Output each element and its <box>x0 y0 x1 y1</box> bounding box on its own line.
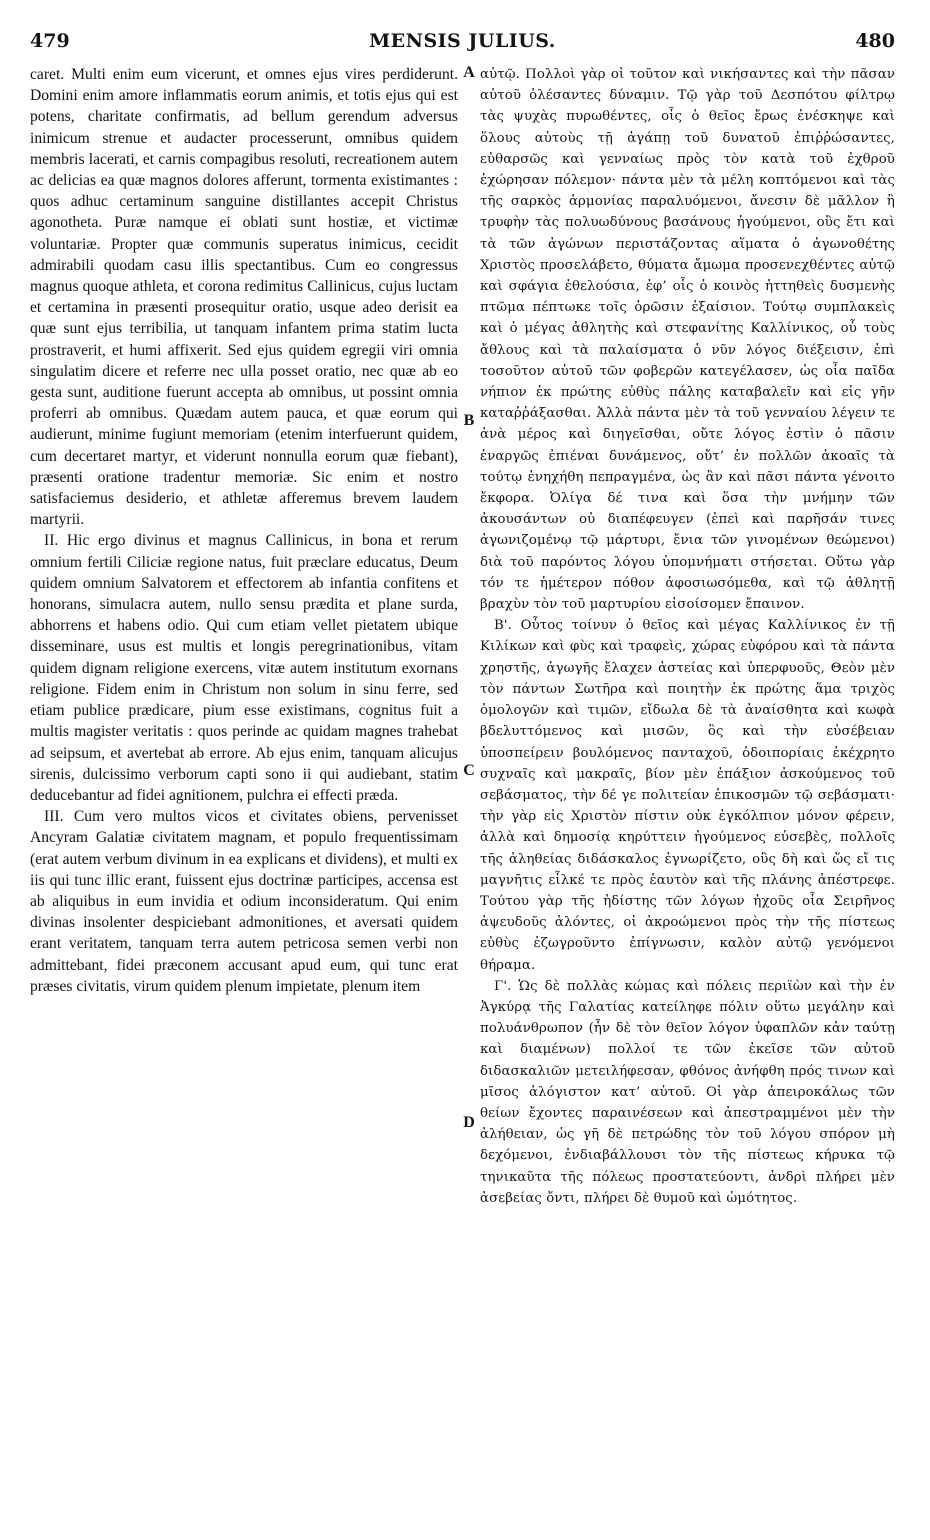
page-number-right: 480 <box>855 30 895 52</box>
page-number-left: 479 <box>30 30 70 52</box>
margin-letter-b: B <box>463 412 475 429</box>
page-title: MENSIS JULIUS. <box>369 30 556 52</box>
margin-letter-d: D <box>463 1114 475 1131</box>
margin-letter-c: C <box>463 762 475 779</box>
latin-column <box>30 64 458 997</box>
latin-paragraph-1: caret. Multi enim eum vicerunt, et omnes ejus vires perdiderunt. Domini enim amore inflammatis eorum animis, et totis ejus qui est potens, charitate confirmatis, ad bellum gerendum adversus inimicum strenue et audacter processerunt, omnibus quidem membris lacerati, et carnis compagibus resoluti, recreationem autem ac delicias ea quæ magnos dolores afferunt, tormenta existimantes : quos adhuc certaminum sanguine distillantes accepit Christus agonotheta. Puræ namque ei oblati sunt hostiæ, et victimæ voluntariæ. Propter quæ communis superatus inimicus, cecidit admirabili quodam casu illis spectantibus. Cum eo congressus magnus quoque athleta, et corona redimitus Callinicus, cujus luctam et certamina in præsenti prosequitur oratio, usque adeo derisit ea quæ sunt ejus terribilia, ut tanquam infantem prima statim lucta prostraverit, et humi affixerit. Sed ejus quidem egregii viri omnia singulatim dicere et referre nec ulla posset oratio, nec quæ ab eo gesta sunt, auditione fuerunt accepta ab omnibus, ut possint omnia proferri ab omnibus. Quædam autem pauca, et quæ eorum qui audierunt, minime fugiunt memoriam (etenim interfuerunt quidem, cum decertaret martyr, et viderunt nonnulla eorum quæ fiebant), præsenti oratione tradentur memoriæ. Sic enim et nostro satisfaciemus desiderio, et athletæ afferemus brevem laudem martyrii. <box>30 66 458 529</box>
greek-paragraph-2: Β'. Οὗτος τοίνυν ὁ θεῖος καὶ μέγας Καλλίνικος ἐν τῇ Κιλίκων καὶ φὺς καὶ τραφεὶς, χώρας εὐφόρου καὶ τὰ πάντα χρηστῆς, ἀγωγῆς ἔλαχεν ἀστείας καὶ ὑπερφυοῦς, Θεὸν μὲν τὸν πάντων Σωτῆρα καὶ ποιητὴν ἐκ πρώτης ἅμα τριχὸς ὁμολογῶν καὶ τιμῶν, εἴδωλα δὲ τὰ ἀναίσθητα καὶ κωφὰ βδελυττόμενος καὶ μισῶν, ὃς καὶ τὴν εὐσέβειαν ὑποσπείρειν βουλόμενος πανταχοῦ, ὁδοιπορίαις ἐκέχρητο συχναῖς καὶ μακραῖς, βίον μὲν ἐπάξιον ἀσκούμενος τοῦ σεβάσματος, τὴν δέ γε πολιτείαν ἐπικοσμῶν τῷ σεβάσματι· τὴν γὰρ εἰς Χριστὸν πίστιν οὐκ ἐγκόλπιον μόνον φέρειν, ἀλλὰ καὶ δημοσίᾳ κηρύττειν ἡγούμενος εὐσεβὲς, πολλοῖς τῆς ἀληθείας διδάσκαλος ἐγνωρίζετο, οὓς δὴ καὶ ὥς εἴ τις μαγνῆτις εἷλκέ τε πρὸς ἑαυτὸν καὶ τῆς πλάνης ἀπέστρεφε. Τούτου γὰρ τῆς ἡδίστης τῶν λόγων ἠχοῦς οἷα Σειρῆνος ἀψευδοῦς ἁλόντες, οἱ ἀκροώμενοι πρὸς τὴν τῆς πίστεως εὐθὺς ἐζωγροῦντο ἐπίγνωσιν, καλὸν αὐτῷ γενόμενοι θήραμα. <box>480 618 895 973</box>
margin-letter-a: A <box>463 64 475 81</box>
greek-column <box>480 64 895 1209</box>
latin-paragraph-3: III. Cum vero multos vicos et civitates obiens, pervenisset Ancyram Galatiæ civitatem magnam, et populo frequentissimam (erat autem verbum divinum in ea explicans et dividens), et multi ex iis qui tunc illic erant, fuissent ejus doctrinæ participes, accensa est ab aliquibus in eum invidia et odium inconsideratum. Qui enim divinas insolenter despiciebant admonitiones, et aversati quidem erant veritatem, tanquam terra autem petricosa semen verbi non admittebant, fidei præconem accusant apud eum, qui tunc erat præses civitatis, virum quidem plenum impietate, plenum item <box>30 808 458 995</box>
greek-paragraph-3: Γ'. Ὡς δὲ πολλὰς κώμας καὶ πόλεις περιϊὼν καὶ τὴν ἐν Ἀγκύρᾳ τῆς Γαλατίας κατείληφε πόλιν οὕτω μεγάλην καὶ πολυάνθρωπον (ἦν δὲ τὸν θεῖον λόγον ὑφαπλῶν κἀν ταύτῃ καὶ διαμένων) πολλοί τε τῶν ἐκεῖσε τῶν αὐτοῦ διδασκαλιῶν μετειλήφεσαν, φθόνος ἀνήφθη πρός τινων καὶ μῖσος ἀλόγιστον κατ’ αὐτοῦ. Οἱ γὰρ ἀπειροκάλως τῶν θείων ἔχοντες παραινέσεων καὶ ἀπεστραμμένοι μὲν τὴν ἀλήθειαν, ὡς γῆ δὲ πετρώδης τὸν τοῦ λόγου σπόρον μὴ δεχόμενοι, ἐνδιαβάλλουσι τὸν τῆς πίστεως κήρυκα τῷ τηνικαῦτα τῆς πόλεως προστατεύοντι, ἀνδρὶ πλήρει μὲν ἀσεβείας ὄντι, πλήρει δὲ θυμοῦ καὶ ὠμότητος. <box>480 978 895 1206</box>
running-header <box>30 30 895 56</box>
latin-paragraph-2: II. Hic ergo divinus et magnus Callinicus, in bona et rerum omnium fertili Ciliciæ regione natus, fuit præclare educatus, Deum quidem omnium Salvatorem et effectorem ab infantia confitens et honorans, simulacra autem, nullo sensu prædita et plane surda, abhorrens et habens odio. Qui cum etiam vellet pietatem ubique disseminare, usus est multis et longis peregrinationibus, vitam quidem dignam religione exercens, vitæ autem institutum exornans religione. Fidem enim in Christum non solum in sinu ferre, sed etiam publice prædicare, pium esse existimans, cognitus fuit a multis magister veritatis : quos perinde ac quidam magnes trahebat ad seipsum, et avertebat ab errore. Ab ejus enim, tanquam alicujus sirenis, dulcissimo verborum capti sono ii qui audiebant, statim deducebantur ad fidei agnitionem, pulchra ei effecti præda. <box>30 532 458 804</box>
greek-paragraph-1: αὐτῷ. Πολλοὶ γὰρ οἱ τοῦτον καὶ νικήσαντες καὶ τὴν πᾶσαν αὐτοῦ ὀλέσαντες δύναμιν. Τῷ γὰρ τοῦ Δεσπότου φίλτρῳ τὰς ψυχὰς πυρωθέντες, οἷς ὁ θεῖος ἔρως ἐνέσκηψε καὶ ὅλους αὐτοὺς τῇ ἀγάπῃ τοῦ δυνατοῦ ἐπιῤῥώσαντες, εὐθαρσῶς καὶ γενναίως πρὸς τὸν κατὰ τοῦ ἐχθροῦ ἐχώρησαν πόλεμον· πάντα μὲν τὰ μέλη κοπτόμενοι καὶ τὰς τῆς σαρκὸς ἁρμονίας παραλυόμενοι, ἄνεσιν δὲ μᾶλλον ἢ τρυφὴν τὰς πολυωδύνους βασάνους ἡγούμενοι, οὓς ἔτι καὶ τὰ τῶν ἀγώνων περιστάζοντας αἵματα ὁ ἀγωνοθέτης Χριστὸς προσελάβετο, θύματα ἄμωμα προσενεχθέντες αὐτῷ καὶ σφάγια ἐθελούσια, ἐφ’ οἷς ὁ κοινὸς ἡττηθεὶς δυσμενὴς πτῶμα πέπτωκε τοῖς ὁρῶσιν ἐξαίσιον. Τούτῳ συμπλακεὶς καὶ ὁ μέγας ἀθλητὴς καὶ στεφανίτης Καλλίνικος, οὗ τοὺς ἄθλους καὶ τὰ παλαίσματα ὁ νῦν λόγος διέξεισιν, ἐπὶ τοσοῦτον αὐτοῦ τῶν φοβερῶν κατεγέλασεν, ὡς οἷα παῖδα νήπιον ἐκ πρώτης εὐθὺς πάλης καταβαλεῖν καὶ εἰς γῆν καταῤῥάξασθαι. Ἀλλὰ πάντα μὲν τὰ τοῦ γενναίου λέγειν τε ἀνὰ μέρος καὶ διηγεῖσθαι, οὔτε λόγος ἐστὶν ὁ πᾶσιν ἐναργῶς ἐπιέναι δυνάμενος, οὔτ’ ἐν πολλῶν ἀκοαῖς τὰ τούτῳ ἐνηχήθη πεπραγμένα, ὡς ἂν καὶ πᾶσι πάντα γένοιτο ἔκφορα. Ὀλίγα δέ τινα καὶ ὅσα τὴν μνήμην τῶν ἀκουσάντων οὐ διαπέφευγεν (ἐπεὶ καὶ παρῆσάν τινες ἀγωνιζομένῳ τῷ μάρτυρι, ἔνια τῶν γινομένων θεώμενοι) διὰ τοῦ παρόντος λόγου ὑπομνήματι στήσεται. Οὕτω γὰρ τόν τε ἡμέτερον πόθον ἀφοσιωσόμεθα, καὶ τῷ ἀθλητῇ βραχὺν τὸν τοῦ μαρτυρίου εἰσοίσομεν ἔπαινον. <box>480 67 895 613</box>
